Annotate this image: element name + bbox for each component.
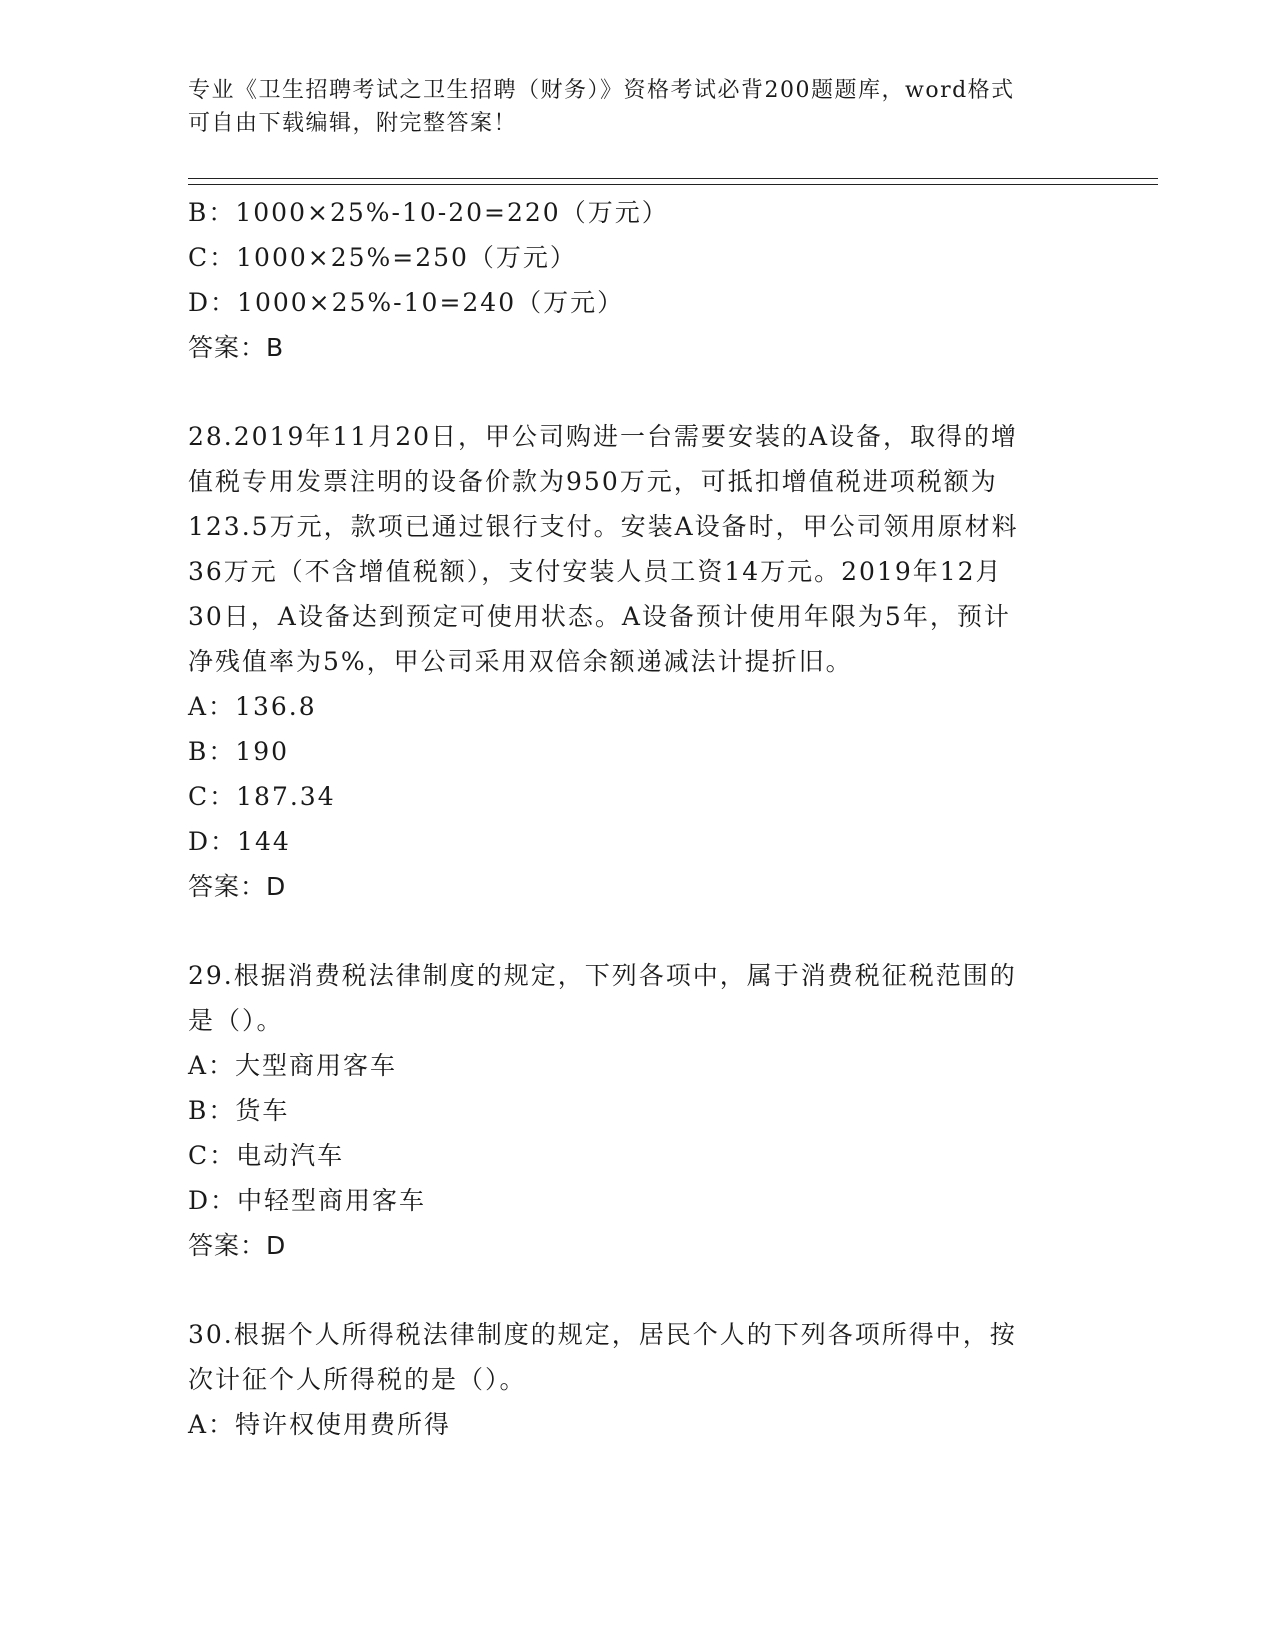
question-27-continuation [188, 190, 1088, 370]
question-text-line: 29.根据消费税法律制度的规定，下列各项中，属于消费税征税范围的 [188, 961, 1017, 990]
option-a: A：大型商用客车 [188, 1051, 398, 1080]
question-text-line: 值税专用发票注明的设备价款为950万元，可抵扣增值税进项税额为 [188, 467, 998, 496]
question-28 [188, 414, 1088, 909]
header-divider [188, 184, 1158, 185]
option-d: D：144 [188, 827, 291, 856]
question-text-line: 次计征个人所得税的是（）。 [188, 1365, 527, 1394]
answer-line: 答案：D [188, 872, 287, 901]
option-a: A：特许权使用费所得 [188, 1410, 452, 1439]
header-title-line-1: 专业《卫生招聘考试之卫生招聘（财务）》资格考试必背200题题库，word格式 [188, 78, 1015, 103]
option-d: D：1000×25%-10=240（万元） [188, 288, 625, 317]
option-a: A：136.8 [188, 692, 317, 721]
option-b: B：1000×25%-10-20=220（万元） [188, 198, 669, 227]
header-title-line-2: 可自由下载编辑，附完整答案！ [188, 111, 518, 136]
option-c: C：187.34 [188, 782, 336, 811]
option-c: C：电动汽车 [188, 1141, 345, 1170]
document-header [188, 74, 1088, 140]
option-b: B：货车 [188, 1096, 290, 1125]
answer-line: 答案：B [188, 333, 285, 362]
question-text-line: 净残值率为5%，甲公司采用双倍余额递减法计提折旧。 [188, 647, 853, 676]
answer-line: 答案：D [188, 1231, 287, 1260]
question-30 [188, 1312, 1088, 1447]
question-text-line: 30.根据个人所得税法律制度的规定，居民个人的下列各项所得中，按 [188, 1320, 1017, 1349]
option-b: B：190 [188, 737, 290, 766]
question-29 [188, 953, 1088, 1268]
question-text-line: 36万元（不含增值税额），支付安装人员工资14万元。2019年12月 [188, 557, 1003, 586]
question-text-line: 123.5万元，款项已通过银行支付。安装A设备时，甲公司领用原材料 [188, 512, 1019, 541]
option-d: D：中轻型商用客车 [188, 1186, 427, 1215]
option-c: C：1000×25%=250（万元） [188, 243, 577, 272]
question-text-line: 28.2019年11月20日，甲公司购进一台需要安装的A设备，取得的增 [188, 422, 1019, 451]
question-text-line: 30日，A设备达到预定可使用状态。A设备预计使用年限为5年，预计 [188, 602, 1011, 631]
header-divider [188, 178, 1158, 179]
question-text-line: 是（）。 [188, 1006, 284, 1035]
document-body [188, 190, 1088, 1447]
